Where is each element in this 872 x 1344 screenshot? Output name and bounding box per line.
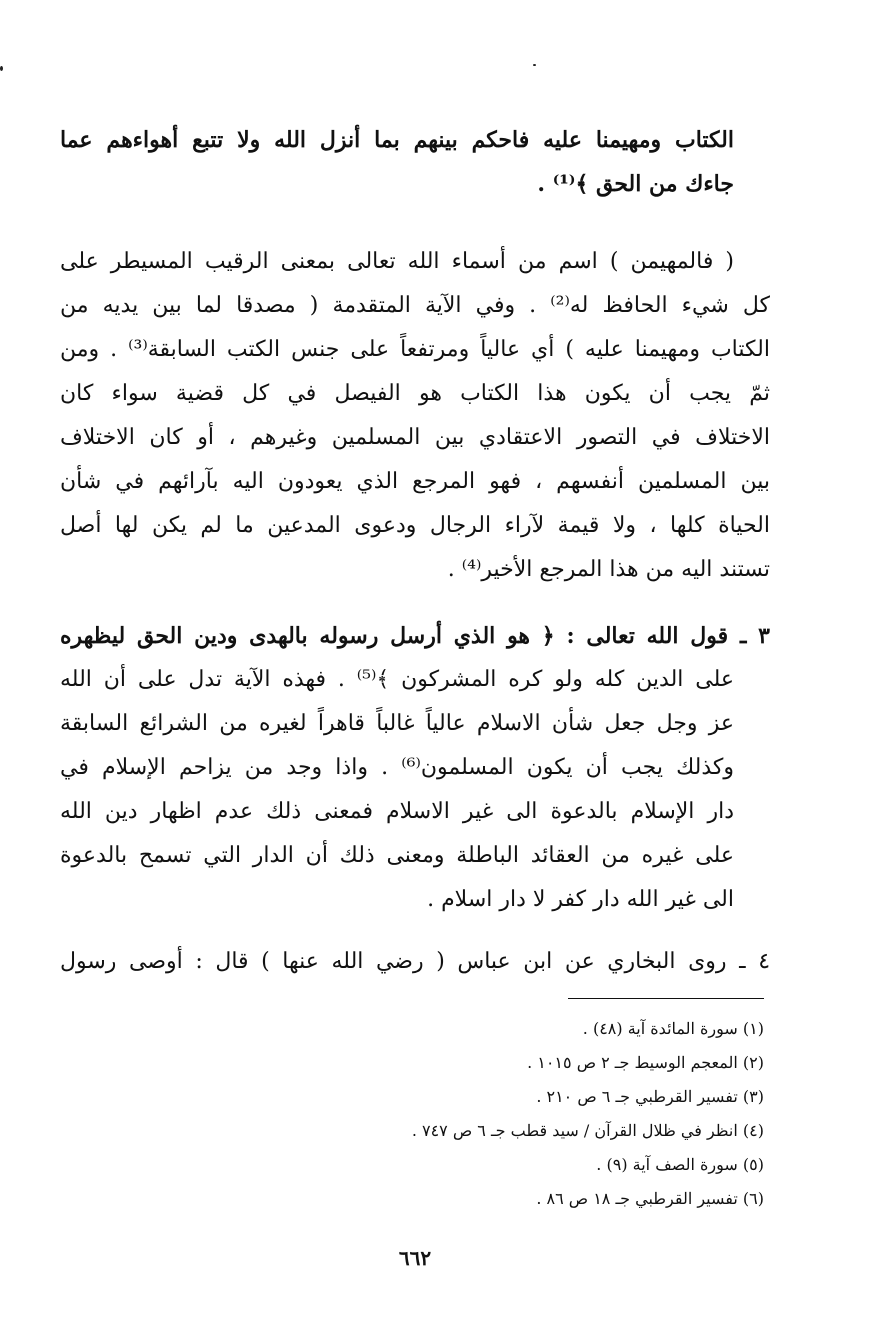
footnote-divider (568, 998, 764, 999)
text-line: تستند اليه من هذا المرجع الأخير⁽⁴⁾ . (447, 557, 770, 582)
footnote-1: (١) سورة المائدة آية (٤٨) . (582, 1019, 764, 1038)
footnote-2: (٢) المعجم الوسيط جـ ٢ ص ١٠١٥ . (527, 1053, 764, 1072)
footnote-5: (٥) سورة الصف آية (٩) . (596, 1155, 764, 1174)
text-line: كل شيء الحافظ له⁽²⁾ . وفي الآية المتقدمة ( مصدقا لما بين يديه من (60, 293, 770, 318)
text-line: عز وجل جعل شأن الاسلام عالياً غالباً قاهراً لغيره من الشرائع السابقة (60, 711, 734, 736)
text-line: بين المسلمين أنفسهم ، فهو المرجع الذي يعودون اليه بآرائهم في شأن (60, 469, 770, 494)
footnotes (164, 1012, 764, 1216)
page-number: ٦٦٢ (398, 1246, 432, 1270)
paragraph-muhaymin (60, 240, 770, 592)
main-text (60, 118, 770, 984)
numbered-item-4 (60, 940, 770, 984)
footnote-6: (٦) تفسير القرطبي جـ ١٨ ص ٨٦ . (536, 1189, 764, 1208)
numbered-item-3 (60, 614, 770, 922)
text-line: على غيره من العقائد الباطلة ومعنى ذلك أن الدار التي تسمح بالدعوة (60, 843, 734, 868)
text-line: الكتاب ومهيمنا عليه فاحكم بينهم بما أنزل الله ولا تتبع أهواءهم عما (60, 127, 734, 153)
text-line: الاختلاف في التصور الاعتقادي بين المسلمين وغيرهم ، أو كان الاختلاف (60, 425, 770, 450)
text-line: ثمّ يجب أن يكون هذا الكتاب هو الفيصل في كل قضية سواء كان (60, 381, 770, 406)
text-line: الحياة كلها ، ولا قيمة لآراء الرجال ودعوى المدعين ما لم يكن لها أصل (60, 513, 770, 538)
text-line: وكذلك يجب أن يكون المسلمون⁽⁶⁾ . واذا وجد من يزاحم الإسلام في (60, 755, 734, 780)
text-line: ( فالمهيمن ) اسم من أسماء الله تعالى بمعنى الرقيب المسيطر على (60, 249, 734, 274)
quran-verse-continuation (60, 118, 770, 206)
text-line: جاءك من الحق ﴾⁽¹⁾ . (537, 171, 734, 197)
footnote-3: (٣) تفسير القرطبي جـ ٦ ص ٢١٠ . (536, 1087, 764, 1106)
scan-speck (533, 64, 536, 66)
text-line: على الدين كله ولو كره المشركون ﴾⁽⁵⁾ . فهذه الآية تدل على أن الله (60, 667, 734, 692)
text-line: ٤ ـ روى البخاري عن ابن عباس ( رضي الله عنها ) قال : أوصى رسول (60, 949, 771, 974)
scan-speck (0, 66, 3, 71)
text-line: دار الإسلام بالدعوة الى غير الاسلام فمعنى ذلك عدم اظهار دين الله (60, 799, 734, 824)
text-line: الكتاب ومهيمنا عليه ) أي عالياً ومرتفعاً على جنس الكتب السابقة⁽³⁾ . ومن (60, 337, 770, 362)
footnote-4: (٤) انظر في ظلال القرآن / سيد قطب جـ ٦ ص ٧٤٧ . (411, 1121, 764, 1140)
text-line: ٣ ـ قول الله تعالى : ﴿ هو الذي أرسل رسوله بالهدى ودين الحق ليظهره (60, 623, 770, 649)
text-line: الى غير الله دار كفر لا دار اسلام . (427, 887, 734, 912)
